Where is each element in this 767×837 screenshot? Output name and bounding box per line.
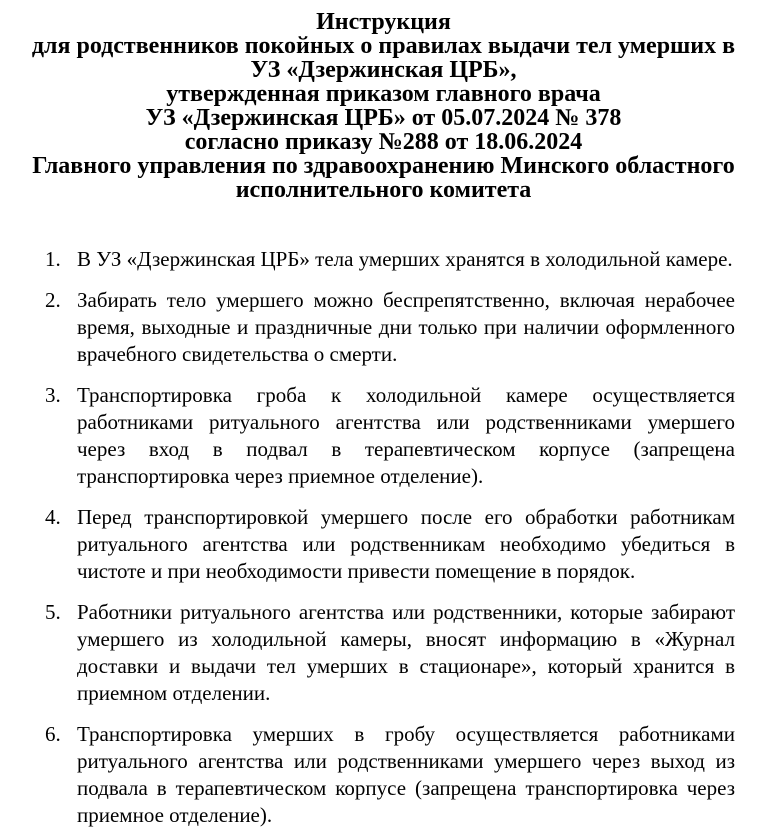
list-item-text: Транспортировка гроба к холодильной камере осуществляется работниками ритуального агентства или родственниками умершего через вход в подвал в терапевтическом корпусе (запрещена транспортировка через приемное отделение). <box>77 383 735 488</box>
title-line-1: Инструкция <box>316 9 451 35</box>
title-line-6: согласно приказу №288 от 18.06.2024 <box>184 129 583 155</box>
list-item-number: 5. <box>45 600 61 624</box>
list-item-text: Работники ритуального агентства или родственники, которые забирают умершего из холодильной камеры, вносят информацию в «Журнал доставки и выдачи тел умерших в стационаре», который хранится в приемном отделении. <box>77 600 735 705</box>
title-line-7: Главного управления по здравоохранению Минского областного <box>32 153 735 179</box>
title-line-2: для родственников покойных о правилах выдачи тел умерших в <box>31 33 736 59</box>
list-item <box>45 504 735 585</box>
title-line-8: исполнительного комитета <box>235 177 532 203</box>
list-item-number: 1. <box>45 247 61 271</box>
title-line-3: УЗ «Дзержинская ЦРБ», <box>250 57 517 83</box>
document-title <box>0 10 767 202</box>
list-item <box>45 721 735 829</box>
title-line-5: УЗ «Дзержинская ЦРБ» от 05.07.2024 № 378 <box>145 105 622 131</box>
list-item <box>45 599 735 707</box>
list-item-text: Забирать тело умершего можно беспрепятственно, включая нерабочее время, выходные и праздничные дни только при наличии оформленного врачебного свидетельства о смерти. <box>77 288 735 366</box>
list-item-text: Транспортировка умерших в гробу осуществляется работниками ритуального агентства или родственниками умершего через выход из подвала в терапевтическом корпусе (запрещена транспортировка через приемное отделение). <box>77 722 735 827</box>
list-item-text: В УЗ «Дзержинская ЦРБ» тела умерших хранятся в холодильной камере. <box>77 247 733 271</box>
instruction-list <box>0 246 767 829</box>
list-item <box>45 287 735 368</box>
list-item-number: 6. <box>45 722 61 746</box>
title-line-4: утвержденная приказом главного врача <box>166 81 601 107</box>
list-item-number: 4. <box>45 505 61 529</box>
list-item-number: 2. <box>45 288 61 312</box>
list-item <box>45 246 735 273</box>
list-item-text: Перед транспортировкой умершего после его обработки работникам ритуального агентства или родственникам необходимо убедиться в чистоте и при необходимости привести помещение в порядок. <box>77 505 735 583</box>
list-item-number: 3. <box>45 383 61 407</box>
list-item <box>45 382 735 490</box>
